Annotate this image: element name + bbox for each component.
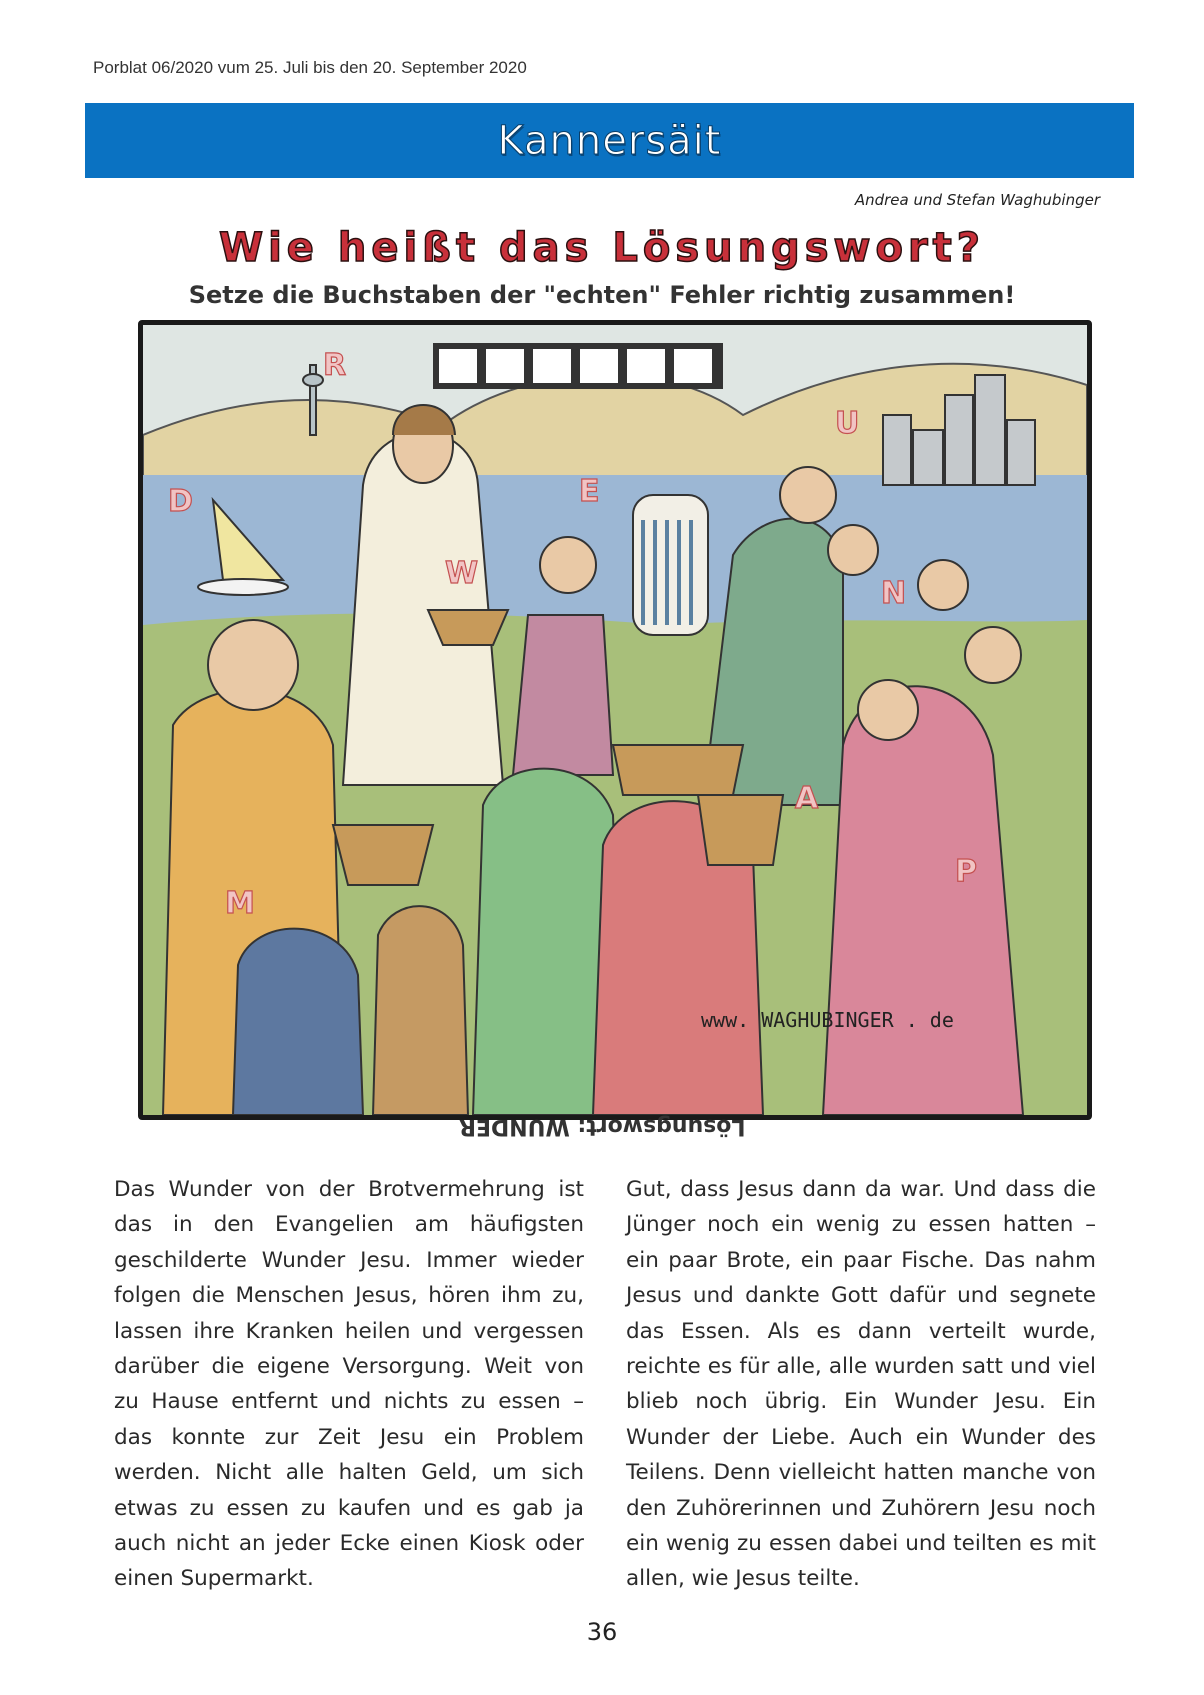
letter-D: D — [168, 484, 193, 519]
illustrator-signature: www. WAGHUBINGER . de — [701, 1008, 954, 1032]
letter-A: A — [795, 781, 819, 816]
publication-header: Porblat 06/2020 vum 25. Juli bis den 20. September 2020 — [93, 58, 527, 77]
puzzle-answer — [0, 1114, 1204, 1139]
section-title: Kannersäit — [497, 117, 722, 164]
author-credit: Andrea und Stefan Waghubinger — [854, 191, 1100, 209]
section-banner — [85, 103, 1134, 178]
answer-boxes — [433, 343, 723, 389]
letter-M: M — [225, 886, 255, 921]
puzzle-title: Wie heißt das Lösungswort? — [218, 225, 986, 271]
article-paragraph-right: Gut, dass Jesus dann da war. Und dass die Jünger noch ein wenig zu essen hatten – ein paar Brote, ein paar Fische. Das nahm Jesus und dankte Gott dafür und segnete das Essen. Als es dann verteilt wurde, reichte es für alle, alle wurden satt und viel blieb noch übrig. Ein Wunder Jesu. Ein Wunder der Liebe. Auch ein Wunder des Teilens. Denn vielleicht hatten manche von den Zuhörerinnen und Zuhörern Jesu noch ein wenig zu essen dabei und teilten es mit allen, wie Jesus teilte. — [626, 1177, 1096, 1592]
letter-R: R — [323, 348, 347, 383]
beach-chair — [633, 495, 708, 635]
letter-N: N — [881, 576, 907, 611]
comic-scene — [143, 325, 1087, 1115]
letter-E: E — [579, 474, 600, 509]
letter-W: W — [445, 556, 479, 591]
article-column-left — [114, 1172, 584, 1597]
article-paragraph-left: Das Wunder von der Brotvermehrung ist das in den Evangelien am häufigsten geschilderte Wunder Jesu. Immer wieder folgen die Menschen Jesus, hören ihm zu, lassen ihre Kranken heilen und vergessen darüber die eigene Versorgung. Weit von zu Hause entfernt und nichts zu essen – das konnte zur Zeit Jesu ein Problem werden. Nicht alle halten Geld, um sich etwas zu essen zu kaufen und es gab ja auch nicht an jeder Ecke einen Kiosk oder einen Supermarkt. — [114, 1177, 584, 1592]
article-column-right — [626, 1172, 1096, 1597]
letter-P: P — [955, 854, 977, 889]
puzzle-answer-text: Lösungswort: WUNDER — [458, 1114, 746, 1139]
comic-illustration — [138, 320, 1092, 1120]
letter-U: U — [835, 406, 860, 441]
page-number: 36 — [586, 1618, 618, 1646]
puzzle-instructions: Setze die Buchstaben der "echten" Fehler richtig zusammen! — [188, 281, 1016, 309]
